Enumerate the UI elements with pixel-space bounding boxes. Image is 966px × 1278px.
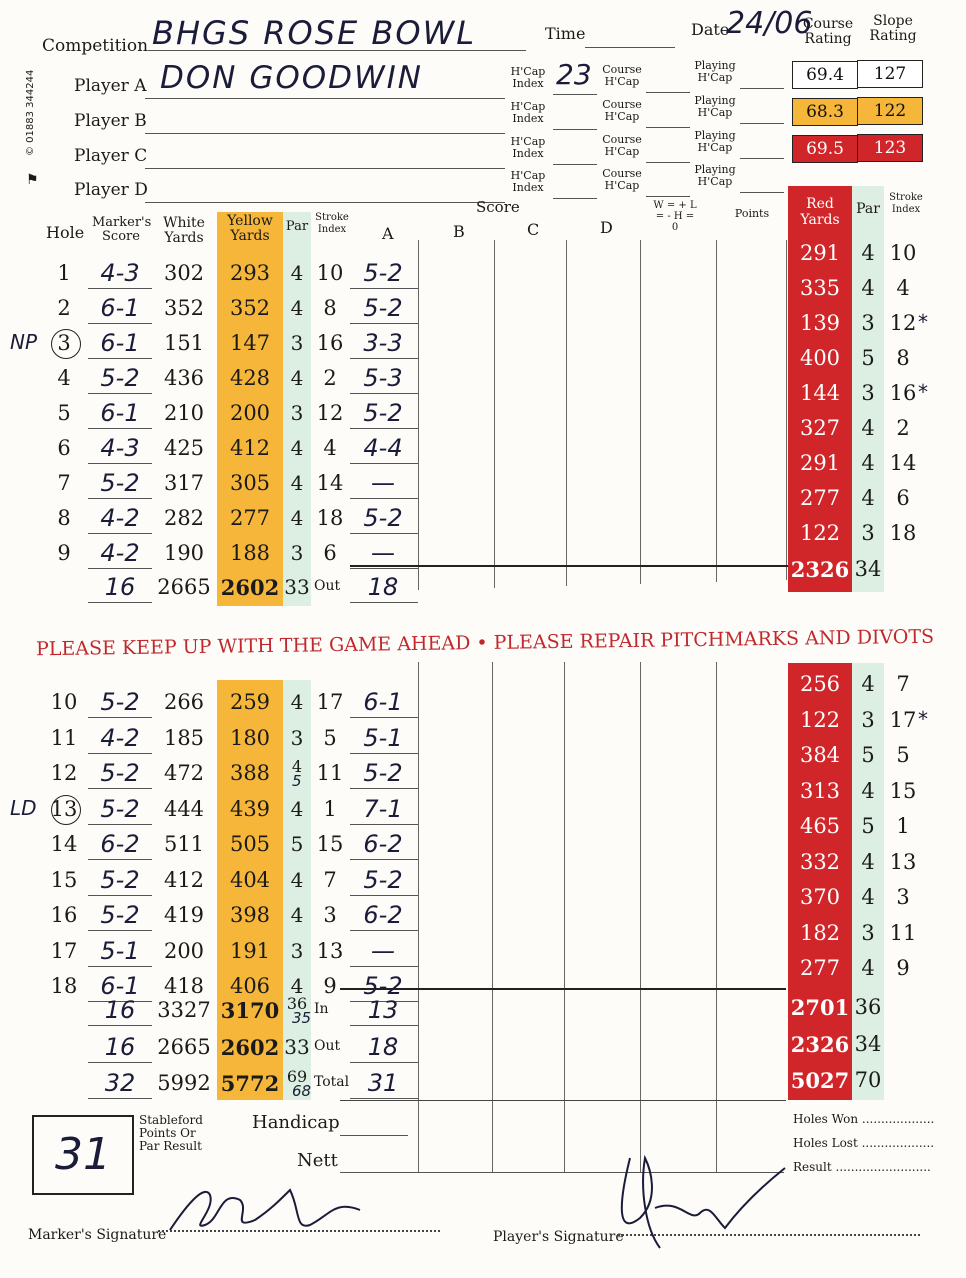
player-label: Player D xyxy=(74,180,148,200)
red-yards: 2701 xyxy=(790,995,850,1020)
player-a-score[interactable]: — xyxy=(371,936,395,965)
yellow-yards: 2602 xyxy=(220,1034,280,1060)
player-hcap[interactable]: 23 xyxy=(556,58,592,91)
marker-signature-label: Marker's Signature xyxy=(28,1227,167,1243)
marker-score[interactable]: 32 xyxy=(104,1069,136,1097)
par-value: 4 xyxy=(290,867,304,892)
red-yards: 122 xyxy=(799,707,841,732)
yellow-yards: 305 xyxy=(229,471,271,495)
course-rating-value: 69.5 xyxy=(792,135,858,163)
red-yards: 122 xyxy=(799,521,841,545)
hole-number: 3 xyxy=(57,331,71,355)
slope-rating-value: 122 xyxy=(857,97,923,125)
red-par: 3 xyxy=(861,707,875,732)
red-stroke-index: 3 xyxy=(896,885,910,909)
hole-number: 11 xyxy=(50,725,78,750)
player-a-score[interactable]: 4-4 xyxy=(363,434,403,462)
par-value: 4 xyxy=(290,506,304,530)
total-label: Out xyxy=(314,578,341,594)
marker-score[interactable]: 5-2 xyxy=(100,759,140,787)
red-yards: 2326 xyxy=(790,557,850,582)
holes-lost-label: Holes Lost ................... xyxy=(793,1136,935,1150)
player-a-score[interactable]: 5-2 xyxy=(363,865,403,894)
yellow-yards: 406 xyxy=(229,974,271,998)
hcap-index-label: H'Cap Index xyxy=(510,65,546,90)
yellow-yards: 188 xyxy=(229,541,271,565)
red-par: 34 xyxy=(854,557,882,581)
player-a-score[interactable]: 18 xyxy=(367,1032,399,1061)
points-header: Points xyxy=(734,207,770,220)
marker-score[interactable]: 5-2 xyxy=(100,901,140,929)
slope-rating-value: 123 xyxy=(857,134,923,162)
course-rating-value: 68.3 xyxy=(792,98,858,126)
red-stroke-index: 13 xyxy=(889,849,917,874)
red-yards: 327 xyxy=(799,416,841,440)
red-stroke-index: 17 xyxy=(889,707,917,732)
red-par: 4 xyxy=(861,416,875,440)
player-a-score[interactable]: 5-3 xyxy=(363,364,403,392)
red-par: 36 xyxy=(854,995,882,1019)
par2-header: Par xyxy=(852,186,884,236)
white-yards: 190 xyxy=(163,541,205,565)
par-correction: 35 xyxy=(292,1009,312,1027)
handicap-label: Handicap xyxy=(252,1112,340,1133)
par-value: 36 xyxy=(286,994,308,1013)
yellow-yards: 505 xyxy=(229,832,271,856)
player-a-score[interactable]: 31 xyxy=(367,1069,399,1097)
white-yards: 302 xyxy=(163,261,205,285)
white-yards: 210 xyxy=(163,401,205,425)
yellow-yards: 147 xyxy=(229,331,271,355)
red-yards: 291 xyxy=(799,241,841,265)
hole-number: 18 xyxy=(50,974,78,998)
yellow-yards: 352 xyxy=(229,296,271,320)
white-yards: 444 xyxy=(163,796,205,821)
par-value: 33 xyxy=(284,1034,310,1059)
yellow-yards: 277 xyxy=(229,506,271,530)
red-par: 4 xyxy=(861,241,875,265)
hole-number: 8 xyxy=(57,506,71,530)
red-stroke-index: 9 xyxy=(896,956,910,980)
player-a-score[interactable]: 5-2 xyxy=(363,972,403,1000)
par-value: 3 xyxy=(290,331,304,355)
red-yards: 313 xyxy=(799,778,841,803)
yellow-yards: 439 xyxy=(229,796,271,821)
red-par: 4 xyxy=(861,276,875,300)
hole-header: Hole xyxy=(46,223,85,242)
markers-header: Marker's Score xyxy=(92,215,152,244)
player-a-score[interactable]: 6-2 xyxy=(363,901,403,929)
yellow-yards: 259 xyxy=(229,690,271,714)
par-value: 3 xyxy=(290,938,304,963)
red-stroke-index: 4 xyxy=(896,276,910,300)
hole-number: 15 xyxy=(50,867,78,892)
yellow-yards: 191 xyxy=(229,938,271,963)
playing-hcap-label: Playing H'Cap xyxy=(694,129,736,154)
stroke-index: 16 xyxy=(316,331,344,355)
stroke-index: 17 xyxy=(316,690,344,714)
marker-score[interactable]: 5-1 xyxy=(100,936,140,965)
stroke-index: 10 xyxy=(316,261,344,285)
marker-score[interactable]: 4-3 xyxy=(100,259,140,287)
white-yards: 472 xyxy=(163,761,205,785)
hole-number: 13 xyxy=(50,796,78,821)
hcap-index-label: H'Cap Index xyxy=(510,169,546,194)
hole-number: 12 xyxy=(50,761,78,785)
course-hcap-label: Course H'Cap xyxy=(602,63,642,88)
white-yards: 419 xyxy=(163,903,205,927)
white-yards: 425 xyxy=(163,436,205,460)
red-stroke-index: 12 xyxy=(889,311,917,335)
stableford-label: Stableford Points Or Par Result xyxy=(139,1113,203,1153)
date-label: Date xyxy=(691,20,730,39)
marker-score[interactable]: 16 xyxy=(104,573,136,601)
banner xyxy=(0,620,966,660)
stroke-index: 18 xyxy=(316,506,344,530)
red-yards: 291 xyxy=(799,451,841,475)
player-a-score[interactable]: — xyxy=(371,539,395,567)
marker-score[interactable]: 6-2 xyxy=(100,830,140,858)
stroke-index: 11 xyxy=(316,761,344,785)
player-label: Player C xyxy=(74,146,148,166)
par-value: 3 xyxy=(290,725,304,750)
red-note: * xyxy=(918,380,928,404)
playing-hcap-label: Playing H'Cap xyxy=(694,163,736,188)
red-stroke-index: 2 xyxy=(896,416,910,440)
red-par: 3 xyxy=(861,521,875,545)
stroke-index: 12 xyxy=(316,401,344,425)
white-yards: 282 xyxy=(163,506,205,530)
red-stroke-index: 18 xyxy=(889,521,917,545)
player-a-score[interactable]: 13 xyxy=(367,996,399,1024)
hole-number: 16 xyxy=(50,903,78,927)
yellow-yards: 2602 xyxy=(220,575,280,600)
hole-number: 5 xyxy=(57,401,71,425)
white-yards: 3327 xyxy=(157,998,211,1022)
par-value: 4 xyxy=(290,690,304,714)
yellow-yards: 404 xyxy=(229,867,271,892)
player-a-score[interactable]: 5-2 xyxy=(363,259,403,287)
phone-number: © 01883 344244 xyxy=(25,69,36,156)
white-yards: 436 xyxy=(163,366,205,390)
yellow-yards: 200 xyxy=(229,401,271,425)
player-a-score[interactable]: 5-1 xyxy=(363,723,403,752)
player-a-score[interactable]: 5-2 xyxy=(363,759,403,787)
marker-score[interactable]: 5-2 xyxy=(100,364,140,392)
stroke-index: 8 xyxy=(323,296,337,320)
red-par: 4 xyxy=(861,672,875,696)
yellow-yards: 428 xyxy=(229,366,271,390)
red-par: 4 xyxy=(861,778,875,803)
holes-won-label: Holes Won ................... xyxy=(793,1112,935,1126)
red-par: 5 xyxy=(861,743,875,767)
flag-icon: ⚑ xyxy=(26,172,39,188)
par-value: 4 xyxy=(290,471,304,495)
par-value: 4 xyxy=(290,974,304,998)
player-a-score[interactable]: 18 xyxy=(367,573,399,601)
yellow-header: Yellow Yards xyxy=(217,212,283,246)
hole-circle-icon xyxy=(51,795,81,825)
stroke-index: 4 xyxy=(323,436,337,460)
yellow-yards: 3170 xyxy=(220,998,280,1023)
marker-score[interactable]: 4-3 xyxy=(100,434,140,462)
white-yards: 2665 xyxy=(157,1034,211,1059)
stroke-index: 14 xyxy=(316,471,344,495)
stroke-header: Stroke Index xyxy=(315,212,349,235)
player-a-score[interactable]: 5-2 xyxy=(363,399,403,427)
red-par: 70 xyxy=(854,1068,882,1092)
stroke-index: 13 xyxy=(316,938,344,963)
red-yards: 5027 xyxy=(790,1068,850,1093)
red-stroke-index: 10 xyxy=(889,241,917,265)
red-yards: 139 xyxy=(799,311,841,335)
player-signature-label: Player's Signature xyxy=(493,1229,624,1245)
hole-number: 2 xyxy=(57,296,71,320)
red-par: 4 xyxy=(861,956,875,980)
red-par: 4 xyxy=(861,451,875,475)
par-value: 4 xyxy=(290,296,304,320)
slope-rating-value: 127 xyxy=(857,60,923,88)
par-correction: 68 xyxy=(292,1082,312,1100)
stroke-index: 9 xyxy=(323,974,337,998)
hole-number: 9 xyxy=(57,541,71,565)
col-d-header: D xyxy=(600,218,613,237)
col-c-header: C xyxy=(527,220,540,239)
red-stroke-index: 16 xyxy=(889,381,917,405)
total-label: Out xyxy=(314,1037,341,1054)
marker-score[interactable]: 4-2 xyxy=(100,504,140,532)
hole-number: 14 xyxy=(50,832,78,856)
col-a-header: A xyxy=(382,224,394,243)
par-value: 3 xyxy=(290,541,304,565)
red-yards: 370 xyxy=(799,885,841,909)
red-par: 5 xyxy=(861,814,875,838)
red-yards: 335 xyxy=(799,276,841,300)
result-label: Result ......................... xyxy=(793,1160,931,1174)
red-yards: 384 xyxy=(799,743,841,767)
par-value: 4 xyxy=(290,261,304,285)
player-label: Player B xyxy=(74,111,147,131)
slope-rating-label: Slope Rating xyxy=(869,13,917,44)
player-a-score[interactable]: — xyxy=(371,469,395,497)
stroke-index: 7 xyxy=(323,867,337,892)
marker-score[interactable]: 4-2 xyxy=(100,539,140,567)
player-name[interactable]: DON GOODWIN xyxy=(160,60,423,96)
red-yards: 2326 xyxy=(790,1031,850,1057)
white-yards: 5992 xyxy=(157,1071,211,1095)
stroke-index: 15 xyxy=(316,832,344,856)
stroke2-header: Stroke Index xyxy=(889,192,923,215)
red-yards: 277 xyxy=(799,956,841,980)
score-header: Score xyxy=(476,198,520,216)
par-value: 3 xyxy=(290,401,304,425)
marker-signature-icon xyxy=(160,1170,380,1245)
red-stroke-index: 7 xyxy=(896,672,910,696)
marker-score[interactable]: 5-2 xyxy=(100,469,140,497)
par-header: Par xyxy=(283,212,311,246)
par-value: 4 xyxy=(290,436,304,460)
course-hcap-label: Course H'Cap xyxy=(602,98,642,123)
white-yards: 511 xyxy=(163,832,205,856)
marker-score[interactable]: 16 xyxy=(104,996,136,1024)
par-value: 4 xyxy=(290,903,304,927)
white-yards: 151 xyxy=(163,331,205,355)
red-stroke-index: 8 xyxy=(896,346,910,370)
player-a-score[interactable]: 6-1 xyxy=(363,688,403,716)
par-value: 4 xyxy=(291,757,303,776)
player-a-score[interactable]: 5-2 xyxy=(363,504,403,532)
yellow-yards: 388 xyxy=(229,761,271,785)
red-yards: 182 xyxy=(799,920,841,945)
red-header: Red Yards xyxy=(788,186,852,236)
red-note: * xyxy=(918,706,928,731)
result-box[interactable]: 31 xyxy=(32,1115,134,1195)
red-stroke-index: 5 xyxy=(896,743,910,767)
par-value: 69 xyxy=(286,1067,308,1086)
red-par: 4 xyxy=(861,849,875,874)
time-label: Time xyxy=(545,24,586,43)
yellow-yards: 412 xyxy=(229,436,271,460)
player-a-score[interactable]: 7-1 xyxy=(363,794,403,823)
marker-score[interactable]: 6-1 xyxy=(100,329,140,357)
nett-label: Nett xyxy=(297,1150,338,1171)
red-yards: 332 xyxy=(799,849,841,874)
total-label: In xyxy=(314,1001,329,1017)
competition-value[interactable]: BHGS ROSE BOWL xyxy=(152,14,477,52)
playing-hcap-label: Playing H'Cap xyxy=(694,94,736,119)
white-yards: 185 xyxy=(163,725,205,750)
banner-text: PLEASE KEEP UP WITH THE GAME AHEAD • PLEASE REPAIR PITCHMARKS AND DIVOTS xyxy=(35,625,935,661)
marker-score[interactable]: 6-1 xyxy=(100,972,140,1000)
red-par: 5 xyxy=(861,346,875,370)
white-yards: 418 xyxy=(163,974,205,998)
white-yards: 266 xyxy=(163,690,205,714)
par-value: 5 xyxy=(290,832,304,856)
hole-number: 17 xyxy=(50,938,78,963)
white-header: White Yards xyxy=(163,215,205,246)
red-yards: 256 xyxy=(799,672,841,696)
stroke-index: 3 xyxy=(323,903,337,927)
course-rating-value: 69.4 xyxy=(792,61,858,89)
playing-hcap-label: Playing H'Cap xyxy=(694,59,736,84)
par-value: 33 xyxy=(284,575,310,599)
red-par: 3 xyxy=(861,311,875,335)
marker-score[interactable]: 16 xyxy=(104,1032,136,1061)
player-a-score[interactable]: 6-2 xyxy=(363,830,403,858)
marker-score[interactable]: 6-1 xyxy=(100,294,140,322)
stroke-index: 1 xyxy=(323,796,337,821)
par-value: 4 xyxy=(290,366,304,390)
hcap-index-label: H'Cap Index xyxy=(510,135,546,160)
stroke-index: 5 xyxy=(323,725,337,750)
white-yards: 2665 xyxy=(157,575,211,599)
stroke-index: 6 xyxy=(323,541,337,565)
red-yards: 277 xyxy=(799,486,841,510)
hcap-index-label: H'Cap Index xyxy=(510,100,546,125)
marker-score[interactable]: 5-2 xyxy=(100,865,140,894)
marker-score[interactable]: 5-2 xyxy=(100,688,140,716)
hole-note: NP xyxy=(10,330,38,354)
course-rating-label: Course Rating xyxy=(802,16,854,47)
red-stroke-index: 15 xyxy=(889,778,917,803)
red-stroke-index: 14 xyxy=(889,451,917,475)
yellow-yards: 180 xyxy=(229,725,271,750)
course-hcap-label: Course H'Cap xyxy=(602,167,642,192)
red-yards: 465 xyxy=(799,814,841,838)
red-stroke-index: 6 xyxy=(896,486,910,510)
par-correction: 5 xyxy=(292,772,302,790)
red-yards: 144 xyxy=(799,381,841,405)
white-yards: 352 xyxy=(163,296,205,320)
hole-number: 10 xyxy=(50,690,78,714)
white-yards: 412 xyxy=(163,867,205,892)
yellow-yards: 398 xyxy=(229,903,271,927)
yellow-yards: 5772 xyxy=(220,1071,280,1096)
red-par: 3 xyxy=(861,381,875,405)
player-signature-icon xyxy=(600,1138,800,1263)
par-value: 4 xyxy=(290,796,304,821)
date-value[interactable]: 24/06 xyxy=(726,6,813,41)
marker-score[interactable]: 6-1 xyxy=(100,399,140,427)
player-a-score[interactable]: 3-3 xyxy=(363,329,403,357)
marker-score[interactable]: 4-2 xyxy=(100,723,140,752)
stroke-index: 2 xyxy=(323,366,337,390)
hole-circle-icon xyxy=(51,329,81,359)
hole-note: LD xyxy=(10,795,37,820)
red-yards: 400 xyxy=(799,346,841,370)
white-yards: 317 xyxy=(163,471,205,495)
red-stroke-index: 11 xyxy=(889,920,917,945)
hole-number: 6 xyxy=(57,436,71,460)
red-par: 34 xyxy=(854,1031,882,1056)
yellow-yards: 293 xyxy=(229,261,271,285)
course-hcap-label: Course H'Cap xyxy=(602,133,642,158)
hole-number: 4 xyxy=(57,366,71,390)
col-b-header: B xyxy=(453,222,465,241)
competition-label: Competition xyxy=(42,36,149,56)
red-stroke-index: 1 xyxy=(896,814,910,838)
red-par: 4 xyxy=(861,486,875,510)
player-a-score[interactable]: 5-2 xyxy=(363,294,403,322)
total-label: Total xyxy=(314,1074,350,1090)
hole-number: 7 xyxy=(57,471,71,495)
wlh-header: W = + L = - H = 0 xyxy=(653,200,697,233)
white-yards: 200 xyxy=(163,938,205,963)
marker-score[interactable]: 5-2 xyxy=(100,794,140,823)
player-label: Player A xyxy=(74,76,147,96)
red-par: 4 xyxy=(861,885,875,909)
red-note: * xyxy=(918,310,928,334)
hole-number: 1 xyxy=(57,261,71,285)
red-par: 3 xyxy=(861,920,875,945)
